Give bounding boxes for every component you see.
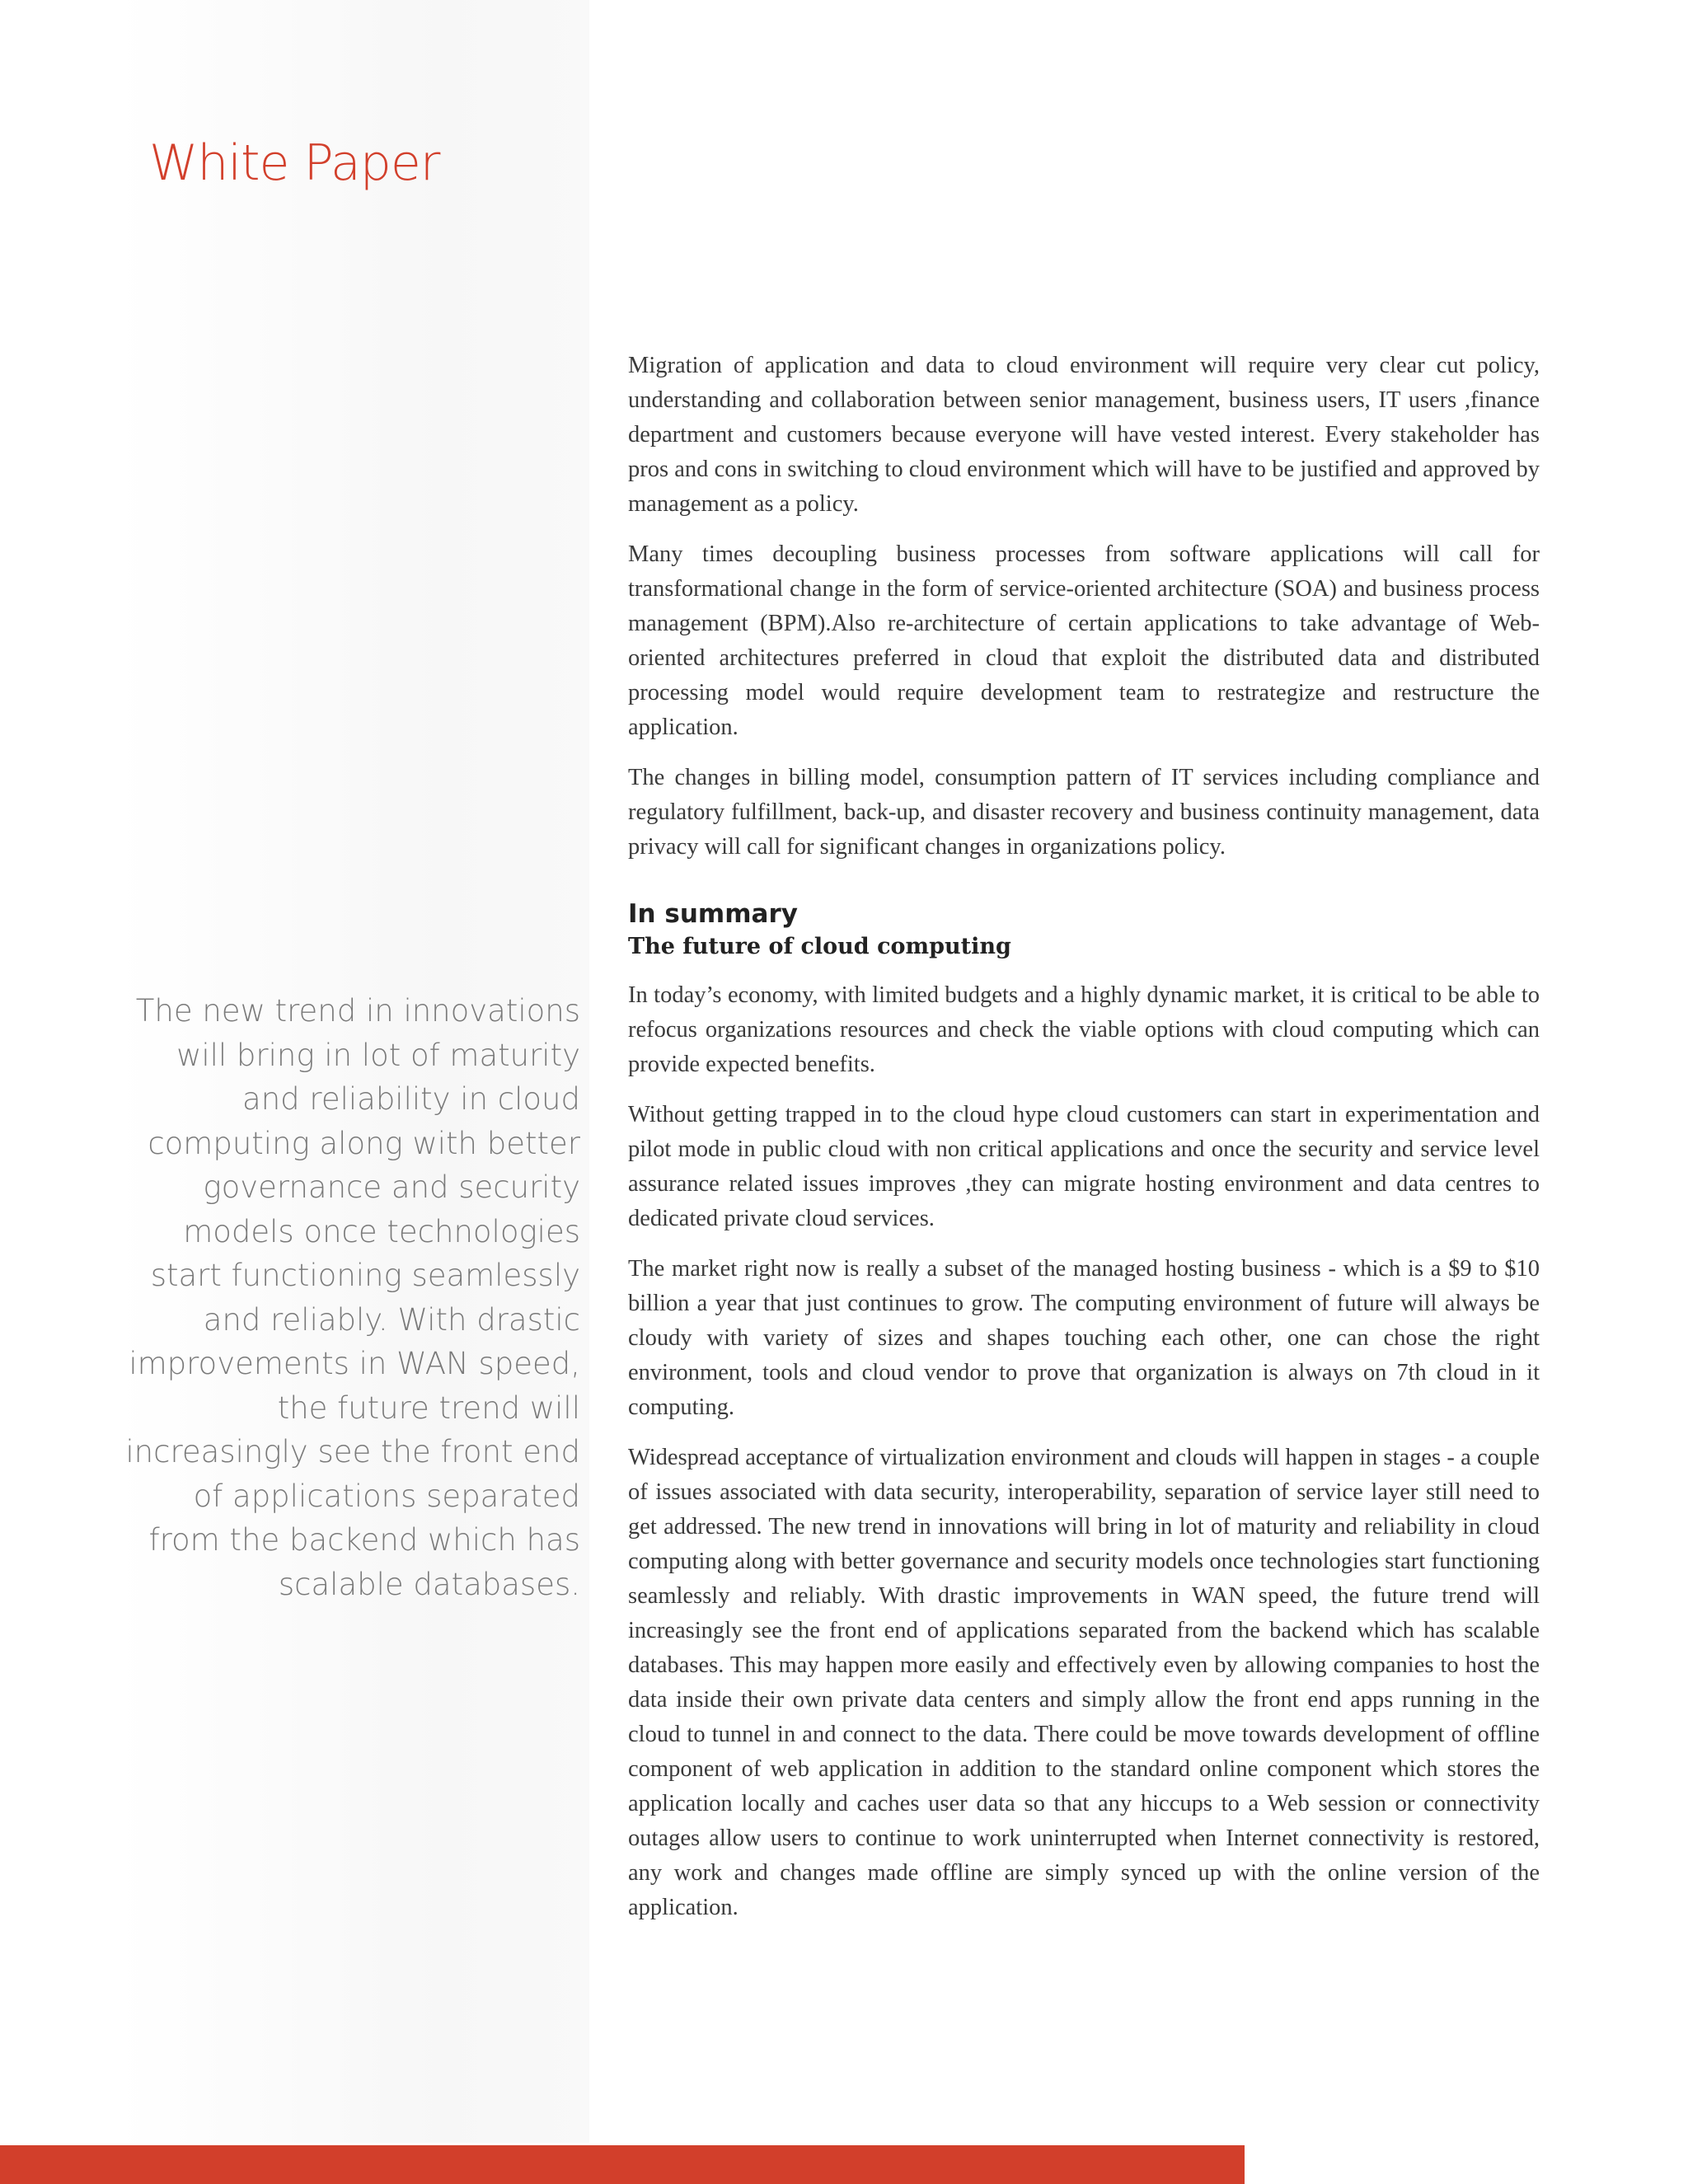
summary-paragraph: The market right now is really a subset of the managed hosting business - which is a $9 to $10 billion a year that just continues to grow. The computing environment of future will always be cloudy with variety of sizes and shapes touching each other, one can chose the right environment, tools and cloud vendor to prove that organization is always on 7th cloud in it computing. xyxy=(628,1256,1540,1420)
body-paragraph: The changes in billing model, consumption pattern of IT services including compliance and regulatory fulfillment, back-up, and disaster recovery and business continuity management, data privacy will call for significant changes in organizations policy. xyxy=(628,765,1540,860)
main-content xyxy=(628,349,1540,1941)
summary-paragraph: Widespread acceptance of virtualization environment and clouds will happen in stages - a couple of issues associated with data security, interoperability, separation of service layer still need to get addressed. The new trend in innovations will bring in lot of maturity and reliability in cloud computing along with better governance and security models once technologies start functioning seamlessly and reliably. With drastic improvements in WAN speed, the future trend will increasingly see the front end of applications separated from the backend which has scalable databases. This may happen more easily and effectively even by allowing companies to host the data inside their own private data centers and simply allow the front end apps running in the cloud to tunnel in and connect to the data. There could be move towards development of offline component of web application in addition to the standard online component which stores the application locally and caches user data so that any hiccups to a Web session or connectivity outages allow users to continue to work uninterrupted when Internet connectivity is restored, any work and changes made offline are simply synced up with the online version of the application. xyxy=(628,1445,1540,1920)
summary-paragraph: Without getting trapped in to the cloud hype cloud customers can start in experimentation and pilot mode in public cloud with non critical applications and once the security and service level assurance related issues improves ,they can migrate hosting environment and data centres to dedicated private cloud services. xyxy=(628,1102,1540,1231)
pull-quote: The new trend in innovations will bring in lot of maturity and reliability in cloud computing along with better governance and security models once technologies start functioning seamlessly and reliably. With drastic improvements in WAN speed, the future trend will increasingly see the front end of applications separated from the backend which has scalable databases. xyxy=(125,993,580,1602)
summary-paragraph: In today’s economy, with limited budgets and a highly dynamic market, it is critical to be able to refocus organizations resources and check the viable options with cloud computing which can provide expected benefits. xyxy=(628,982,1540,1077)
body-paragraph: Migration of application and data to cloud environment will require very clear cut policy, understanding and collaboration between senior management, business users, IT users ,finance department and customers because everyone will have vested interest. Every stakeholder has pros and cons in switching to cloud environment which will have to be justified and approved by management as a policy. xyxy=(628,353,1540,517)
body-paragraph: Many times decoupling business processes from software applications will call for transformational change in the form of service-oriented architecture (SOA) and business process management (BPM).Also re-architecture of certain applications to take advantage of Web-oriented architectures preferred in cloud that exploit the distributed data and distributed processing model would require development team to restrategize and restructure the application. xyxy=(628,541,1540,740)
footer-accent-bar xyxy=(0,2145,1245,2184)
section-heading: In summary xyxy=(628,899,798,929)
section-subheading: The future of cloud computing xyxy=(628,934,1011,959)
page-title: White Paper xyxy=(149,134,440,192)
